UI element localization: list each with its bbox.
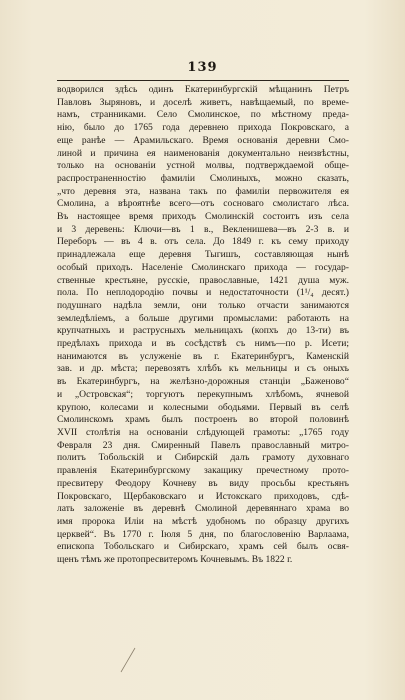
text-line: „что деревня эта, названа такъ по фамиліи первожителя ея <box>57 185 349 197</box>
text-line: въ Екатеринбургъ, на желѣзно-дорожныя станціи „Баженово“ <box>57 376 349 388</box>
text-line: Смолинскомъ храмъ былъ построенъ во второй половинѣ <box>57 414 349 426</box>
text-line: распространенностію фамиліи Смолиныхъ, можно сказать, <box>57 172 349 184</box>
text-line: Покровскаго, Щербаковскаго и Истокскаго приходовъ, сдѣ- <box>57 490 349 502</box>
text-line: Павловъ Зыряновъ, и доселѣ живетъ, навѣщаемый, по време- <box>57 96 349 108</box>
text-line: только на основаніи устной молвы, подтверждаемой обще- <box>57 160 349 172</box>
text-line: земледѣліемъ, а больше другими промыслами: работають на <box>57 312 349 324</box>
text-line: церквей“. Въ 1770 г. Іюля 5 дня, по благословенію Варлаама, <box>57 528 349 540</box>
header-rule <box>57 80 349 81</box>
text-line: крупчатныхъ и раструсныхъ мельницахъ (копхъ до 13-ти) въ <box>57 325 349 337</box>
pen-mark <box>118 646 138 674</box>
text-line: ственные крестьяне, русскіе, православные, 1421 душа муж. <box>57 274 349 286</box>
text-line: пресвитеру Феодору Кочневу въ виду просьбы крестьянъ <box>57 477 349 489</box>
text-line: подушнаго надѣла земли, они только отчасти занимаются <box>57 299 349 311</box>
text-line: Въ настоящее время приходъ Смолинскій состоитъ изъ села <box>57 211 349 223</box>
text-line: имя пророка Иліи на мѣстѣ удобномъ по образцу другихъ <box>57 515 349 527</box>
text-line: щенъ тѣмъ же протопресвитеромъ Кочневымъ. Въ 1822 г. <box>57 554 293 566</box>
text-line: и „Островская“; торгуютъ перекупнымъ хлѣбомъ, ячневой <box>57 388 349 400</box>
text-line: принадлежала еще деревня Тыгишъ, составляющая нынѣ <box>57 249 349 261</box>
text-line: пола. По неплодородію почвы и недостаточности (1¹/₄ десят.) <box>57 287 349 299</box>
text-line: Смолина, а вѣроятнѣе всего—отъ сосноваго смолистаго лѣса. <box>57 198 349 210</box>
text-line: еще ранѣе — Арамильскаго. Время основанія деревни Смо- <box>57 134 349 146</box>
text-line: и 3 деревень: Ключи—въ 1 в., Векленишева—въ 2-3 в. и <box>57 223 349 235</box>
text-line: намъ, странниками. Село Смолинское, по мѣстному преда- <box>57 109 349 121</box>
page-number: 139 <box>187 60 218 75</box>
text-line: крупою, колесами и колесными ободьями. Первый въ селѣ <box>57 401 349 413</box>
text-line: предѣлахъ прихода и въ сосѣдствѣ съ нимъ—по р. Исети; <box>57 338 349 350</box>
text-line: политъ Тобольскій и Сибирскій далъ грамоту духовнаго <box>57 452 349 464</box>
text-line: Переборъ — въ 4 в. отъ села. До 1849 г. къ сему приходу <box>57 236 349 248</box>
text-line: Февраля 23 дня. Смиренный Павелъ православный митро- <box>57 439 349 451</box>
text-line: линой и причина ея наименованія документально неизвѣстны, <box>57 147 349 159</box>
text-line: нію, было до 1765 года деревнею прихода Покровскаго, а <box>57 122 349 134</box>
text-line: XVII столѣтія на основаніи слѣдующей грамоты: „1765 году <box>57 426 349 438</box>
text-line: водворился здѣсь одинъ Екатеринбургскій мѣщанинъ Петръ <box>57 84 349 95</box>
text-line: зав. и др. мѣста; перевозятъ хлѣбъ къ мельницы и съ оныхъ <box>57 363 349 375</box>
body-text <box>57 84 349 567</box>
text-line: епископа Тобольскаго и Сибирскаго, храмъ сей былъ освя- <box>57 541 349 553</box>
text-line: правленія Екатеринбургскому закащику пречестному прото- <box>57 465 349 477</box>
text-line: особый приходъ. Населеніе Смолинскаго прихода — государ- <box>57 261 349 273</box>
text-line: нанимаются въ услуженіе въ г. Екатеринбургъ, Каменскій <box>57 350 349 362</box>
text-line: лать заложеніе въ деревнѣ Смолиной деревяннаго храма во <box>57 503 349 515</box>
